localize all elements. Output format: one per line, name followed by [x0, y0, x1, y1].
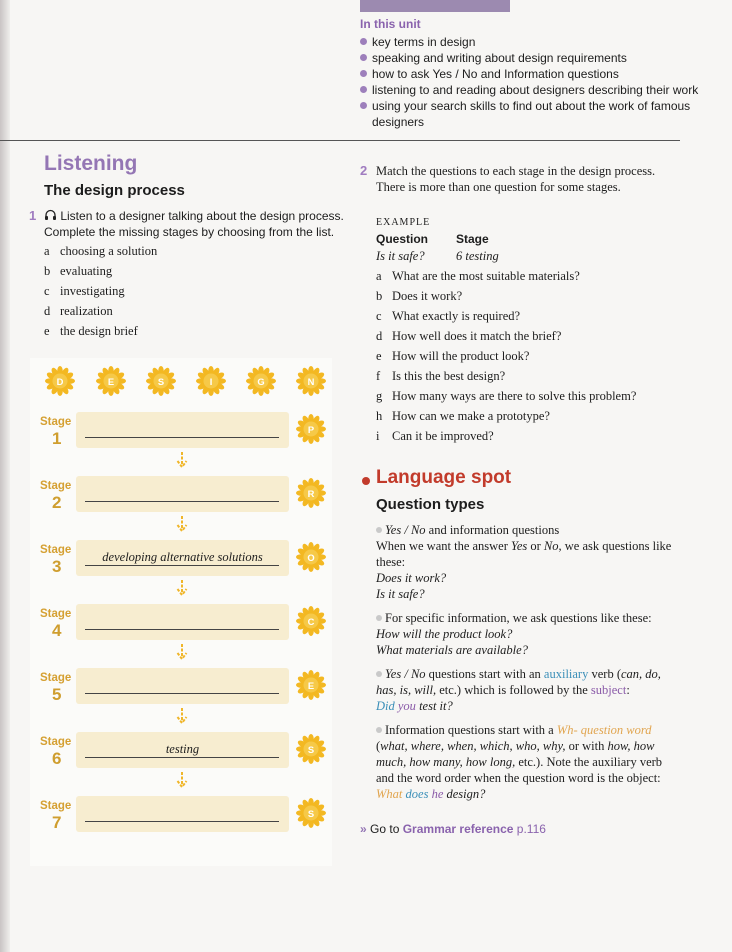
stage-number: 3	[52, 557, 62, 576]
language-note-4: Information questions start with a Wh- question word (what, where, when, which, who, why, or with how, how much, how many, how long, etc.). Note the auxiliary verb and the word order when the question word is the object: What does he design?	[376, 723, 663, 801]
answer-line	[85, 565, 279, 566]
option-item: c investigating	[44, 284, 125, 298]
language-note-1: Yes / No and information questions When we want the answer Yes or No, we ask questions like these: Does it work? Is it safe?	[376, 523, 672, 601]
stage-number: 7	[52, 813, 62, 832]
flower-letter-icon	[296, 366, 326, 396]
flower-letter-icon	[296, 542, 326, 572]
flower-letter-icon	[296, 734, 326, 764]
bullet-icon	[360, 102, 367, 109]
bullet-icon	[376, 727, 382, 733]
exercise-1-number: 1	[29, 208, 37, 223]
question-item: e How will the product look?	[376, 349, 530, 363]
flower-letter-icon	[96, 366, 126, 396]
answer-line	[85, 629, 279, 630]
flower-letter: S	[307, 744, 315, 755]
example-stage: 6 testing	[456, 249, 499, 263]
question-item: d How well does it match the brief?	[376, 329, 562, 343]
bullet-icon	[360, 54, 367, 61]
flower-letter: S	[307, 808, 315, 819]
flower-letter-icon	[296, 478, 326, 508]
answer-line	[85, 821, 279, 822]
stage-label: Stage 1	[40, 416, 72, 448]
stage-number: 1	[52, 429, 62, 448]
exercise-1-instructions: Listen to a designer talking about the design process. Complete the missing stages by choosing from the list.	[44, 209, 344, 239]
down-arrow-icon	[176, 708, 188, 726]
flower-letter: P	[307, 424, 315, 435]
column-stage-header: Stage	[456, 232, 489, 246]
flower-letter: G	[257, 376, 265, 387]
unit-item: speaking and writing about design requirements	[360, 50, 627, 66]
language-spot-bullet-icon	[362, 477, 370, 485]
stage-answer-box[interactable]	[76, 604, 289, 640]
flower-letter: R	[307, 488, 315, 499]
option-item: a choosing a solution	[44, 244, 158, 258]
unit-box-title: In this unit	[360, 17, 421, 31]
flower-letter: O	[307, 552, 315, 563]
flower-letter: N	[307, 376, 315, 387]
stage-number: 5	[52, 685, 62, 704]
answer-line	[85, 501, 279, 502]
language-spot-heading: Language spot	[376, 467, 512, 488]
flower-letter-icon	[296, 414, 326, 444]
answer-line	[85, 693, 279, 694]
stage-label: Stage 7	[40, 800, 72, 832]
example-question: Is it safe?	[376, 249, 425, 263]
column-question-header: Question	[376, 232, 429, 246]
bullet-icon	[360, 86, 367, 93]
stage-text: developing alternative solutions	[102, 550, 263, 564]
question-item: b Does it work?	[376, 289, 463, 303]
unit-banner-strip	[360, 0, 510, 12]
stage-label: Stage 3	[40, 544, 72, 576]
question-item: a What are the most suitable materials?	[376, 269, 580, 283]
unit-item: using your search skills to find out about the work of famous designers	[360, 98, 692, 130]
headphones-icon	[44, 209, 57, 221]
example-label: EXAMPLE	[376, 217, 431, 228]
down-arrow-icon	[176, 516, 188, 534]
question-item: i Can it be improved?	[376, 429, 494, 443]
listening-heading: Listening	[44, 152, 138, 175]
flower-letter-icon	[45, 366, 75, 396]
bullet-icon	[376, 527, 382, 533]
down-arrow-icon	[176, 644, 188, 662]
question-item: f Is this the best design?	[376, 369, 506, 383]
down-arrow-icon	[176, 772, 188, 790]
question-item: h How can we make a prototype?	[376, 409, 550, 423]
flower-letter: S	[157, 376, 165, 387]
answer-line	[85, 757, 279, 758]
language-note-2: For specific information, we ask questions like these: How will the product look? What materials are available?	[376, 611, 652, 657]
question-item: c What exactly is required?	[376, 309, 521, 323]
flower-letter-icon	[196, 366, 226, 396]
section-divider	[0, 140, 680, 141]
bullet-icon	[360, 70, 367, 77]
unit-item: how to ask Yes / No and Information questions	[360, 66, 619, 82]
flower-letter: E	[307, 680, 315, 691]
stage-number: 6	[52, 749, 62, 768]
down-arrow-icon	[176, 452, 188, 470]
stage-label: Stage 4	[40, 608, 72, 640]
option-item: b evaluating	[44, 264, 113, 278]
listening-subheading: The design process	[44, 182, 185, 199]
stage-number: 2	[52, 493, 62, 512]
option-item: e the design brief	[44, 324, 138, 338]
unit-item: key terms in design	[360, 34, 475, 50]
double-chevron-icon: »	[360, 822, 367, 836]
stage-label: Stage 2	[40, 480, 72, 512]
stage-label: Stage 6	[40, 736, 72, 768]
option-item: d realization	[44, 304, 113, 318]
flower-letter: E	[107, 376, 115, 387]
bullet-icon	[360, 38, 367, 45]
flower-letter: D	[56, 376, 64, 387]
bullet-icon	[376, 615, 382, 621]
flower-letter-icon	[296, 798, 326, 828]
bullet-icon	[376, 671, 382, 677]
stage-number: 4	[52, 621, 62, 640]
page-edge-shadow	[0, 0, 10, 952]
stage-answer-box[interactable]	[76, 668, 289, 704]
stage-answer-box[interactable]	[76, 476, 289, 512]
flower-letter-icon	[146, 366, 176, 396]
stage-label: Stage 5	[40, 672, 72, 704]
stage-answer-box[interactable]	[76, 732, 289, 768]
language-spot-subheading: Question types	[376, 496, 485, 513]
exercise-2-instructions: Match the questions to each stage in the design process. There is more than one question for some stages.	[376, 164, 656, 194]
flower-letter: I	[209, 376, 213, 387]
flower-letter-icon	[246, 366, 276, 396]
stage-answer-box[interactable]	[76, 796, 289, 832]
answer-line	[85, 437, 279, 438]
unit-item: listening to and reading about designers describing their work	[360, 82, 698, 98]
flower-letter: C	[307, 616, 315, 627]
exercise-2-number: 2	[360, 163, 368, 178]
language-note-3: Yes / No questions start with an auxiliary verb (can, do, has, is, will, etc.) which is followed by the subject: Did you test it?	[376, 667, 661, 713]
flower-letter-icon	[296, 670, 326, 700]
flower-letter-icon	[296, 606, 326, 636]
down-arrow-icon	[176, 580, 188, 598]
stage-answer-box[interactable]	[76, 412, 289, 448]
stage-text: testing	[165, 742, 200, 756]
stage-answer-box[interactable]	[76, 540, 289, 576]
grammar-reference-link[interactable]: » Go to Grammar reference p.116	[360, 822, 546, 836]
question-item: g How many ways are there to solve this problem?	[376, 389, 637, 403]
